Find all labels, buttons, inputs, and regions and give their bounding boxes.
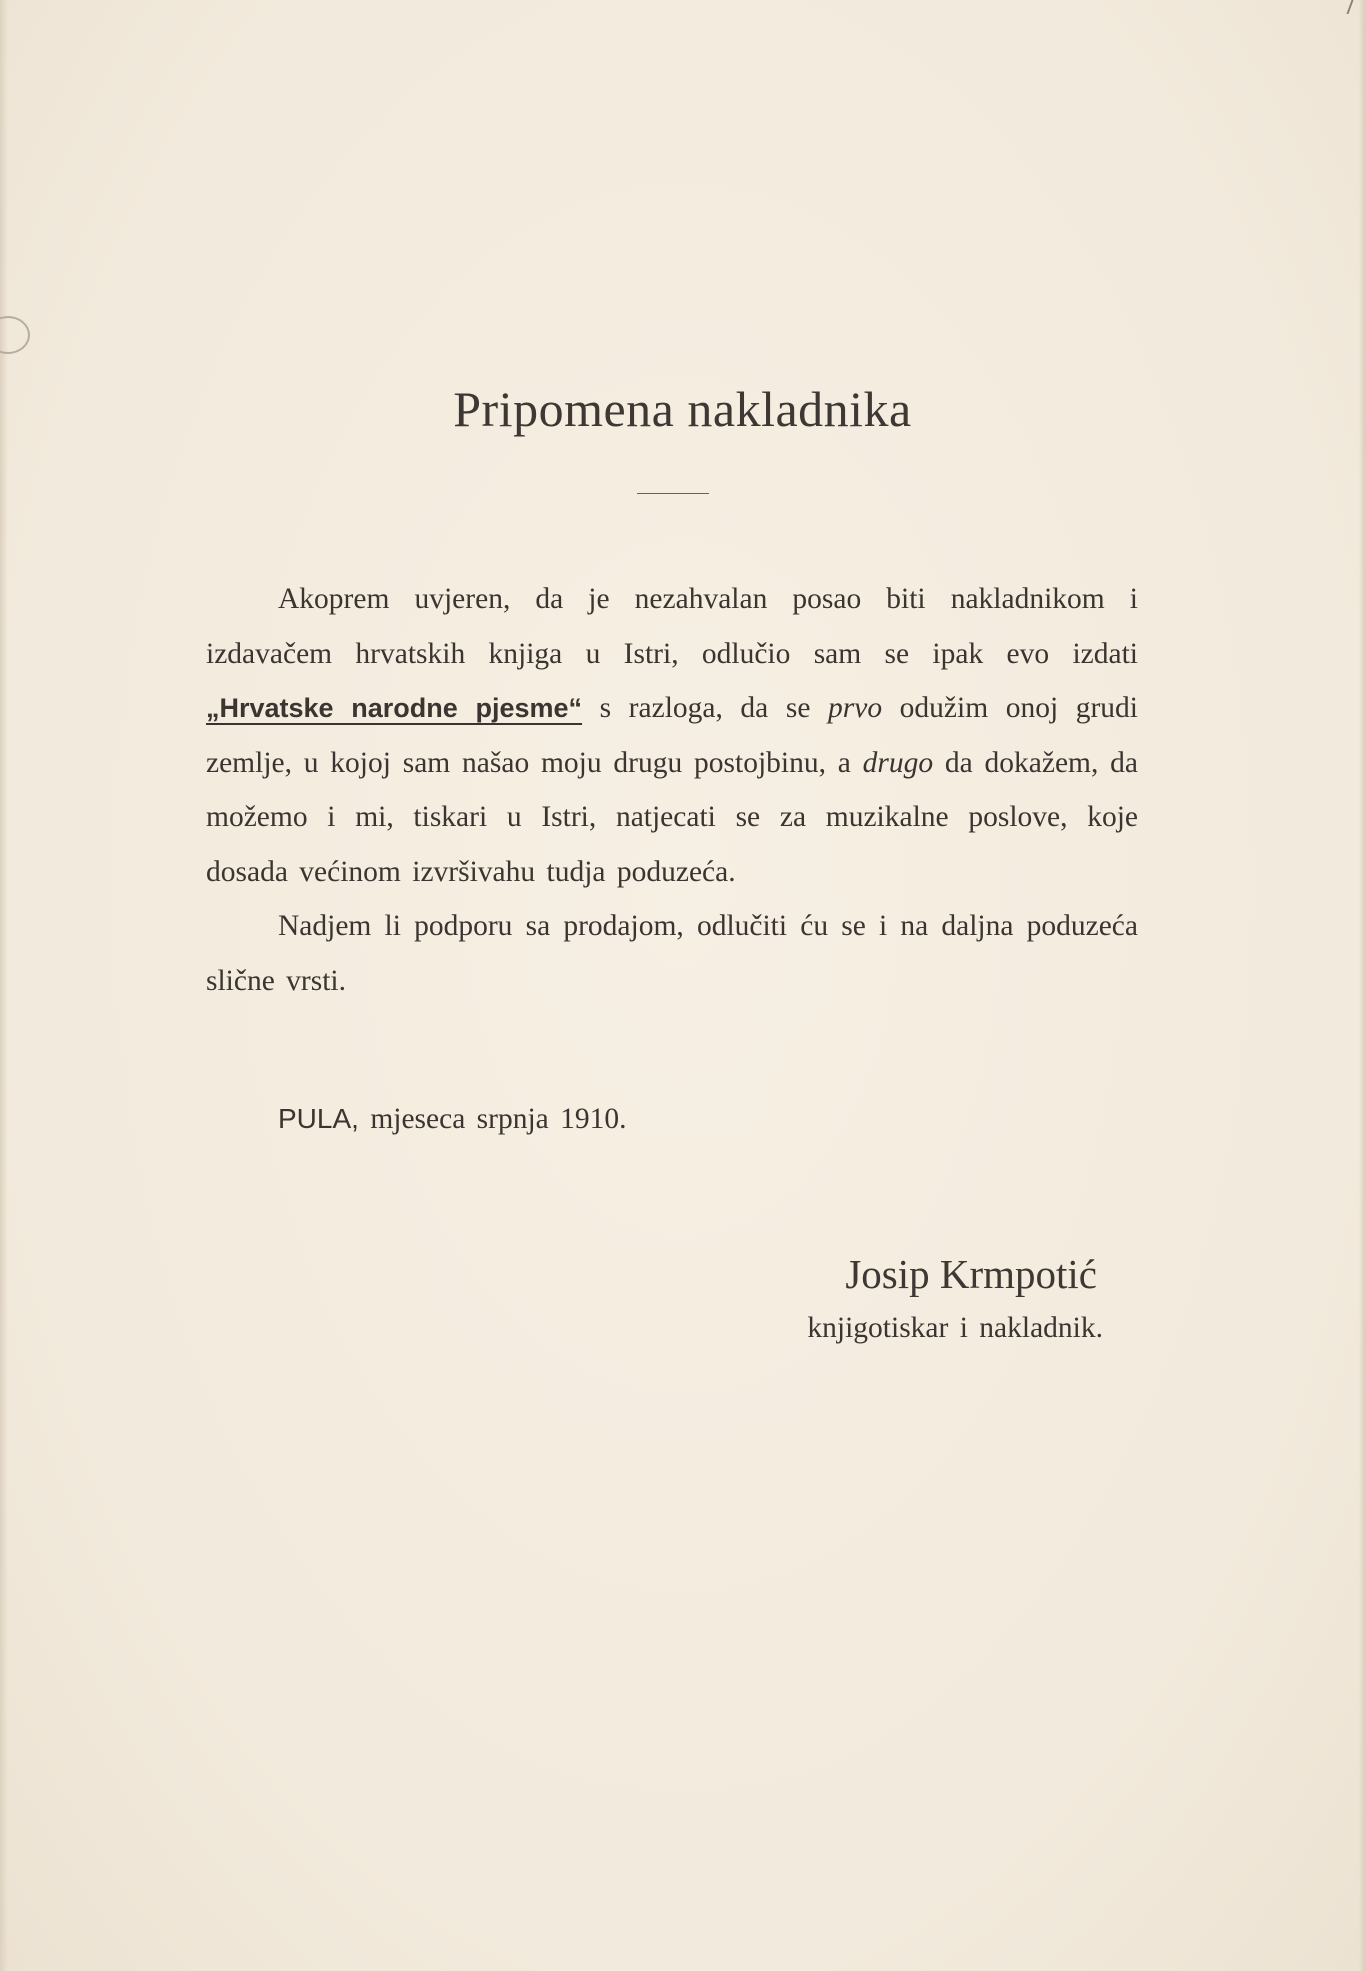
emphasis-prvo: prvo <box>828 692 883 724</box>
paragraph-2: Nadjem li podporu sa prodajom, odlučiti ću se i na daljna poduzeća slične vrsti. <box>206 910 1138 997</box>
paragraph-1 <box>206 572 1138 899</box>
binding-hole-mark <box>0 316 30 354</box>
paper-edge-right <box>1359 0 1365 1971</box>
paragraph-1-part-3: odužim onoj grudi zemlje, u kojoj sam našao moju drugu postojbinu, a <box>206 692 1139 779</box>
signature-role: knjigotiskar i nakladnik. <box>807 1312 1103 1344</box>
body-text <box>206 572 1138 1008</box>
dateline <box>278 1103 627 1136</box>
dateline-city: PULA, <box>278 1103 359 1134</box>
dateline-date: mjeseca srpnja 1910. <box>358 1103 627 1135</box>
book-title: „Hrvatske narodne pjesme“ <box>206 693 583 723</box>
paragraph-1-part-1: Akoprem uvjeren, da je nezahvalan posao biti nakladnikom i izdavačem hrvatskih knjiga u Istri, odlučio sam se ipak evo izdati <box>206 583 1138 670</box>
paper-edge-left <box>0 0 8 1971</box>
signature-block <box>807 1250 1103 1345</box>
title-divider <box>637 493 709 494</box>
paragraph-1-part-2: s razloga, da se <box>582 692 828 724</box>
paragraph-1-part-4: da dokažem, da možemo i mi, tiskari u Istri, natjecati se za muzikalne poslove, koje dosada većinom izvršivahu tudja poduzeća. <box>206 746 1138 888</box>
emphasis-drugo: drugo <box>862 746 934 779</box>
page-title: Pripomena nakladnika <box>453 381 912 437</box>
signature-name: Josip Krmpotić <box>845 1251 1097 1297</box>
